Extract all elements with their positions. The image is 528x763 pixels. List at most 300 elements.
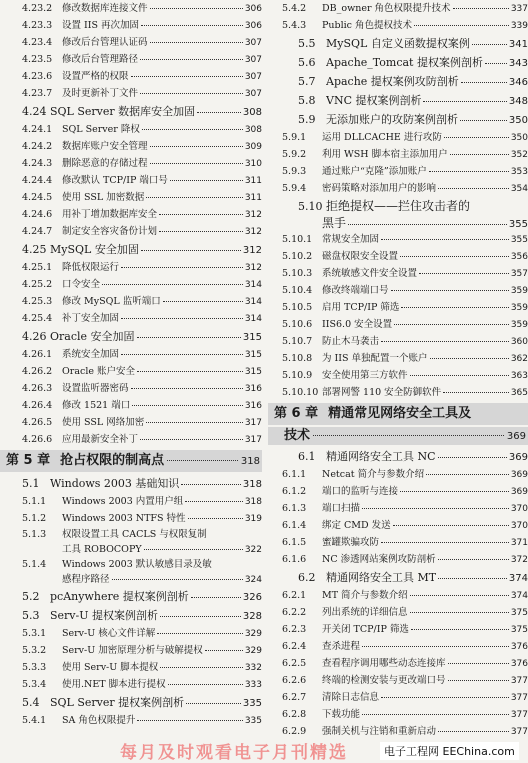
toc-leader-dots xyxy=(460,120,507,121)
toc-entry-title: 下载功能 xyxy=(322,709,361,720)
toc-entry-number: 5.2 xyxy=(22,590,40,603)
toc-entry-title: 磁盘权限安全设置 xyxy=(322,251,399,262)
toc-entry-page: 376 xyxy=(510,642,528,652)
toc-entry-title: 开关闭 TCP/IP 筛选 xyxy=(322,624,409,635)
toc-entry-number: 5.10.9 xyxy=(282,370,313,381)
toc-entry-page: 319 xyxy=(244,514,262,524)
toc-entry-number: 4.25.1 xyxy=(22,262,53,273)
toc-leader-dots xyxy=(443,392,509,393)
toc-leader-dots xyxy=(400,491,509,492)
toc-entry-number: 5.4.3 xyxy=(282,20,307,31)
toc-entry-page: 374 xyxy=(510,591,528,601)
toc-entry xyxy=(268,0,528,17)
toc-entry-number: 第 5 章 xyxy=(6,453,51,468)
toc-leader-dots xyxy=(410,612,509,613)
toc-entry xyxy=(268,483,528,500)
toc-entry-number: 4.23.6 xyxy=(22,71,53,82)
toc-entry xyxy=(268,367,528,384)
toc-entry-title: Windows 2003 NTFS 特性 xyxy=(62,513,186,524)
toc-entry-number: 5.10.2 xyxy=(282,251,313,262)
toc-entry-number: 4.26.5 xyxy=(22,417,53,428)
toc-entry-title: 通过账户“克隆”添加账户 xyxy=(322,166,427,177)
toc-entry-page: 322 xyxy=(244,545,262,555)
toc-entry-page: 307 xyxy=(244,55,262,65)
toc-entry xyxy=(268,517,528,534)
toc-entry xyxy=(0,625,262,642)
toc-entry-number: 5.4.2 xyxy=(282,3,307,14)
toc-entry-number: 5.10.8 xyxy=(282,353,313,364)
toc-entry xyxy=(268,672,528,689)
toc-entry-number: 4.24.1 xyxy=(22,124,53,135)
toc-entry-title: 使用 SSL 加密数据 xyxy=(62,192,145,203)
toc-entry-title: 修改数据库连接文件 xyxy=(62,3,148,14)
toc-entry xyxy=(268,551,528,568)
toc-leader-dots xyxy=(429,171,509,172)
toc-entry-title: 数据库账户安全管理 xyxy=(62,141,148,152)
toc-entry-title: MySQL 自定义函数提权案例 xyxy=(326,37,470,50)
toc-leader-dots xyxy=(394,324,509,325)
toc-leader-dots xyxy=(121,318,243,319)
toc-entry-title: 强制关机与注销和重新启动 xyxy=(322,726,437,737)
toc-entry-page: 312 xyxy=(244,210,262,220)
toc-entry-page: 343 xyxy=(508,58,528,69)
toc-entry-number: 4.26.4 xyxy=(22,400,53,411)
toc-leader-dots xyxy=(131,388,243,389)
toc-entry-title: 工具 ROBOCOPY xyxy=(62,544,142,555)
toc-leader-dots xyxy=(167,460,238,461)
toc-entry-title: 降低权限运行 xyxy=(62,262,120,273)
toc-entry-title: 防止木马袭击 xyxy=(322,336,380,347)
toc-entry-page: 318 xyxy=(242,479,262,490)
toc-entry xyxy=(0,85,262,102)
toc-entry-number: 4.24.7 xyxy=(22,226,53,237)
toc-entry xyxy=(268,333,528,350)
toc-entry xyxy=(268,180,528,197)
toc-entry-page: 316 xyxy=(244,401,262,411)
toc-entry-title: 口令安全 xyxy=(62,279,101,290)
toc-entry-page: 307 xyxy=(244,72,262,82)
toc-entry xyxy=(0,259,262,276)
toc-leader-dots xyxy=(444,137,509,138)
toc-entry-page: 356 xyxy=(510,252,528,262)
toc-entry-page: 355 xyxy=(508,219,528,230)
toc-entry xyxy=(268,706,528,723)
toc-entry-number: 4.23.4 xyxy=(22,37,53,48)
toc-entry xyxy=(268,384,528,401)
toc-entry-number: 5.3.3 xyxy=(22,662,47,673)
toc-entry xyxy=(0,189,262,206)
toc-entry-page: 370 xyxy=(510,521,528,531)
toc-leader-dots xyxy=(414,25,509,26)
toc-entry-title: Oracle 安全加固 xyxy=(50,330,135,343)
toc-entry-page: 374 xyxy=(508,573,528,584)
toc-leader-dots xyxy=(150,42,243,43)
toc-entry-title: 修改后台管理认证码 xyxy=(62,37,148,48)
toc-entry xyxy=(0,363,262,380)
toc-entry-number: 5.6 xyxy=(298,56,316,69)
toc-entry-title: 运用 DLLCACHE 进行攻防 xyxy=(322,132,442,143)
toc-entry-number: 4.24.3 xyxy=(22,158,53,169)
toc-leader-dots xyxy=(112,579,243,580)
toc-entry-page: 348 xyxy=(508,96,528,107)
toc-leader-dots xyxy=(381,542,509,543)
toc-entry-title: 补丁安全加固 xyxy=(62,313,120,324)
toc-entry xyxy=(0,557,262,572)
toc-entry xyxy=(268,604,528,621)
toc-entry xyxy=(0,642,262,659)
toc-entry-page: 312 xyxy=(244,263,262,273)
toc-entry-title: 设置 IIS 再次加固 xyxy=(62,20,140,31)
toc-entry xyxy=(0,542,262,557)
toc-entry-page: 314 xyxy=(244,280,262,290)
toc-entry xyxy=(0,693,262,712)
toc-entry-number: 5.10.4 xyxy=(282,285,313,296)
toc-entry-number: 4.23.3 xyxy=(22,20,53,31)
toc-entry-number: 第 6 章 xyxy=(274,406,319,421)
toc-entry-title: SA 角色权限提升 xyxy=(62,715,136,726)
toc-entry-page: 369 xyxy=(510,470,528,480)
toc-entry xyxy=(268,197,528,216)
toc-entry-number: 4.26 xyxy=(22,330,47,343)
watermark-text: 每月及时观看电子月刊精选 xyxy=(120,743,348,763)
toc-entry xyxy=(0,431,262,448)
toc-entry-title: Serv-U 提权案例剖析 xyxy=(50,609,159,622)
toc-entry-number: 5.1.4 xyxy=(22,559,47,570)
toc-leader-dots xyxy=(197,112,241,113)
toc-entry-page: 306 xyxy=(244,4,262,14)
toc-leader-dots xyxy=(205,650,243,651)
toc-leader-dots xyxy=(160,667,243,668)
toc-entry xyxy=(0,240,262,259)
toc-entry-number: 4.25.4 xyxy=(22,313,53,324)
toc-entry-number: 5.10.7 xyxy=(282,336,313,347)
toc-leader-dots xyxy=(140,59,243,60)
toc-entry xyxy=(268,248,528,265)
toc-entry-title: 精通网络安全工具 MT xyxy=(326,571,437,584)
toc-entry-page: 312 xyxy=(244,227,262,237)
toc-entry-page: 350 xyxy=(508,115,528,126)
toc-entry-title: 修改 1521 端口 xyxy=(62,400,131,411)
toc-entry-number: 5.4.1 xyxy=(22,715,47,726)
toc-entry xyxy=(0,34,262,51)
toc-entry-number: 5.9 xyxy=(298,113,316,126)
toc-leader-dots xyxy=(411,629,509,630)
toc-entry-title: 终端的检测安装与更改端口号 xyxy=(322,675,446,686)
toc-entry-page: 326 xyxy=(242,592,262,603)
toc-entry-title: 精通常见网络安全工具及 xyxy=(328,406,472,421)
toc-entry xyxy=(268,447,528,466)
toc-entry-number: 5.10.10 xyxy=(282,387,319,398)
toc-leader-dots xyxy=(150,146,243,147)
toc-entry-title: 利用 WSH 脚本宿主添加用户 xyxy=(322,149,448,160)
toc-entry-number: 4.26.2 xyxy=(22,366,53,377)
toc-leader-dots xyxy=(438,457,507,458)
toc-entry-page: 314 xyxy=(244,297,262,307)
toc-entry-number: 4.23.5 xyxy=(22,54,53,65)
toc-entry-page: 352 xyxy=(510,150,528,160)
toc-entry xyxy=(0,223,262,240)
toc-entry-page: 355 xyxy=(510,235,528,245)
toc-entry-title: 清除日志信息 xyxy=(322,692,380,703)
toc-entry-number: 4.26.1 xyxy=(22,349,53,360)
toc-entry-title: Oracle 账户安全 xyxy=(62,366,135,377)
toc-entry xyxy=(268,500,528,517)
toc-entry-page: 310 xyxy=(244,159,262,169)
toc-leader-dots xyxy=(438,578,507,579)
toc-entry-page: 314 xyxy=(244,314,262,324)
toc-entry-title: SQL Server 提权案例剖析 xyxy=(50,696,185,709)
toc-entry xyxy=(0,659,262,676)
toc-entry-number: 5.10.3 xyxy=(282,268,313,279)
toc-column-right xyxy=(268,0,528,740)
toc-column-left xyxy=(0,0,262,729)
toc-entry-title: 部署网警 110 安全防御软件 xyxy=(322,387,442,398)
toc-entry-number: 5.8 xyxy=(298,94,316,107)
toc-entry-title: 无添加账户的攻防案例剖析 xyxy=(326,113,458,126)
toc-entry xyxy=(0,587,262,606)
toc-entry-page: 316 xyxy=(244,384,262,394)
toc-entry-number: 4.24.5 xyxy=(22,192,53,203)
toc-leader-dots xyxy=(142,129,243,130)
toc-leader-dots xyxy=(102,284,243,285)
toc-leader-dots xyxy=(362,646,509,647)
toc-entry-title: 列出系统的详细信息 xyxy=(322,607,408,618)
toc-entry-page: 309 xyxy=(244,142,262,152)
toc-leader-dots xyxy=(157,633,243,634)
toc-entry-number: 5.1.1 xyxy=(22,496,47,507)
toc-entry-number: 6.1.4 xyxy=(282,520,307,531)
toc-entry xyxy=(268,316,528,333)
toc-entry-number: 6.2.4 xyxy=(282,641,307,652)
toc-entry-page: 350 xyxy=(510,133,528,143)
toc-entry xyxy=(268,689,528,706)
toc-entry xyxy=(268,129,528,146)
toc-entry xyxy=(268,72,528,91)
toc-chapter-heading xyxy=(0,450,262,472)
toc-entry-title: MySQL 安全加固 xyxy=(50,243,139,256)
toc-entry-page: 315 xyxy=(244,350,262,360)
toc-leader-dots xyxy=(362,508,509,509)
toc-entry-title: 安全使用第三方软件 xyxy=(322,370,408,381)
toc-entry-page: 337 xyxy=(510,4,528,14)
toc-leader-dots xyxy=(453,8,509,9)
toc-leader-dots xyxy=(381,341,509,342)
toc-entry-page: 371 xyxy=(510,538,528,548)
toc-entry-number: 6.2.6 xyxy=(282,675,307,686)
toc-entry-number: 6.2.2 xyxy=(282,607,307,618)
toc-entry xyxy=(268,17,528,34)
toc-entry-number: 5.1 xyxy=(22,477,40,490)
toc-entry-title: 删除恶意的存储过程 xyxy=(62,158,148,169)
toc-entry-page: 315 xyxy=(244,367,262,377)
toc-entry xyxy=(0,155,262,172)
toc-entry-number: 5.10.6 xyxy=(282,319,313,330)
toc-entry-page: 318 xyxy=(240,456,260,467)
toc-entry-title: 用补丁增加数据库安全 xyxy=(62,209,158,220)
toc-entry-page: 359 xyxy=(510,286,528,296)
toc-leader-dots xyxy=(313,435,504,436)
toc-entry-number: 4.25.3 xyxy=(22,296,53,307)
toc-entry-title: 查看程序调用哪些动态连接库 xyxy=(322,658,446,669)
toc-entry-number: 5.3.4 xyxy=(22,679,47,690)
toc-entry-number: 5.4 xyxy=(22,696,40,709)
toc-entry-number: 6.2.7 xyxy=(282,692,307,703)
toc-leader-dots xyxy=(137,371,243,372)
toc-entry-page: 307 xyxy=(244,38,262,48)
toc-leader-dots xyxy=(472,44,507,45)
toc-entry xyxy=(0,527,262,542)
toc-entry-number: 6.1.2 xyxy=(282,486,307,497)
toc-leader-dots xyxy=(131,76,243,77)
toc-entry xyxy=(268,34,528,53)
toc-entry xyxy=(268,53,528,72)
toc-entry-page: 324 xyxy=(244,575,262,585)
toc-entry-number: 6.1.3 xyxy=(282,503,307,514)
toc-entry xyxy=(0,572,262,587)
toc-entry xyxy=(0,676,262,693)
toc-leader-dots xyxy=(185,501,243,502)
toc-entry xyxy=(0,206,262,223)
toc-entry-page: 375 xyxy=(510,625,528,635)
toc-entry-page: 346 xyxy=(508,77,528,88)
toc-entry-page: 377 xyxy=(510,676,528,686)
toc-entry-page: 329 xyxy=(244,646,262,656)
toc-entry-number: 5.9.3 xyxy=(282,166,307,177)
toc-entry-title: SQL Server 降权 xyxy=(62,124,140,135)
toc-leader-dots xyxy=(401,307,508,308)
toc-leader-dots xyxy=(461,82,507,83)
toc-leader-dots xyxy=(146,197,243,198)
toc-entry-title: 绑定 CMD 发送 xyxy=(322,520,391,531)
toc-entry-title: VNC 提权案例剖析 xyxy=(326,94,422,107)
toc-entry xyxy=(0,474,262,493)
toc-leader-dots xyxy=(140,93,243,94)
toc-entry-title: Public 角色提权技术 xyxy=(322,20,413,31)
toc-entry-title: 蜜罐欺骗攻防 xyxy=(322,537,380,548)
toc-entry xyxy=(268,163,528,180)
toc-leader-dots xyxy=(132,405,243,406)
toc-entry-title: 应用最新安全补丁 xyxy=(62,434,139,445)
toc-entry xyxy=(268,265,528,282)
toc-entry-title: 使用 Serv-U 脚本提权 xyxy=(62,662,159,673)
toc-entry xyxy=(0,414,262,431)
toc-entry xyxy=(0,310,262,327)
toc-entry-title: IIS6.0 安全设置 xyxy=(322,319,393,330)
toc-leader-dots xyxy=(121,267,243,268)
toc-entry-page: 308 xyxy=(244,125,262,135)
toc-entry-page: 318 xyxy=(244,497,262,507)
toc-entry-title: 制定安全容灾备份计划 xyxy=(62,226,158,237)
toc-entry-title: 修改 MySQL 监听端口 xyxy=(62,296,161,307)
toc-leader-dots xyxy=(362,714,509,715)
toc-entry-number: 5.7 xyxy=(298,75,316,88)
toc-leader-dots xyxy=(430,358,509,359)
toc-entry-title: 技术 xyxy=(284,428,311,443)
toc-leader-dots xyxy=(159,231,243,232)
toc-entry-number: 4.24 xyxy=(22,105,47,118)
toc-entry-title: 及时更新补丁文件 xyxy=(62,88,139,99)
toc-entry-title: 修改默认 TCP/IP 端口号 xyxy=(62,175,168,186)
toc-chapter-heading xyxy=(268,427,528,445)
toc-leader-dots xyxy=(426,474,509,475)
toc-leader-dots xyxy=(348,224,507,225)
toc-entry xyxy=(268,350,528,367)
toc-entry-page: 365 xyxy=(510,388,528,398)
toc-entry-title: 端口的监听与连接 xyxy=(322,486,399,497)
toc-leader-dots xyxy=(181,484,240,485)
toc-leader-dots xyxy=(121,354,243,355)
toc-entry-page: 311 xyxy=(244,176,262,186)
toc-entry xyxy=(268,282,528,299)
toc-leader-dots xyxy=(141,25,243,26)
toc-entry-page: 376 xyxy=(510,659,528,669)
toc-leader-dots xyxy=(438,731,509,732)
toc-entry xyxy=(268,587,528,604)
toc-entry xyxy=(0,293,262,310)
toc-entry-number: 4.23.7 xyxy=(22,88,53,99)
toc-leader-dots xyxy=(450,154,509,155)
toc-leader-dots xyxy=(144,549,243,550)
toc-entry-title: Apache 提权案例攻防剖析 xyxy=(326,75,459,88)
toc-entry xyxy=(268,216,528,231)
toc-entry-number: 5.3.1 xyxy=(22,628,47,639)
toc-leader-dots xyxy=(159,214,243,215)
toc-entry-number: 6.2.8 xyxy=(282,709,307,720)
toc-leader-dots xyxy=(168,684,243,685)
toc-entry xyxy=(0,17,262,34)
toc-leader-dots xyxy=(186,703,241,704)
toc-entry-number: 6.1.5 xyxy=(282,537,307,548)
toc-entry-page: 307 xyxy=(244,89,262,99)
toc-leader-dots xyxy=(381,239,509,240)
toc-entry-title: 感程序路径 xyxy=(62,574,110,585)
toc-entry-page: 375 xyxy=(510,608,528,618)
toc-entry-title: Serv-U 加密原理分析与破解提权 xyxy=(62,645,203,656)
toc-entry-title: 端口扫描 xyxy=(322,503,361,514)
toc-leader-dots xyxy=(419,273,509,274)
toc-leader-dots xyxy=(393,525,509,526)
toc-entry-number: 6.2.1 xyxy=(282,590,307,601)
toc-entry xyxy=(0,68,262,85)
toc-entry-page: 308 xyxy=(242,107,262,118)
toc-entry-number: 5.9.2 xyxy=(282,149,307,160)
toc-entry xyxy=(268,110,528,129)
toc-entry-title: Netcat 简介与参数介绍 xyxy=(322,469,425,480)
toc-entry-title: 拒绝提权——拦住攻击者的 xyxy=(326,199,471,213)
toc-entry-title: Serv-U 核心文件详解 xyxy=(62,628,156,639)
toc-entry-number: 6.2 xyxy=(298,571,316,584)
toc-entry-title: 修改后台管理路径 xyxy=(62,54,139,65)
toc-entry-page: 339 xyxy=(510,21,528,31)
toc-entry-number: 6.2.5 xyxy=(282,658,307,669)
toc-entry-page: 359 xyxy=(510,320,528,330)
toc-leader-dots xyxy=(137,720,242,721)
toc-leader-dots xyxy=(400,256,509,257)
toc-entry-page: 335 xyxy=(244,716,262,726)
toc-entry-title: Apache_Tomcat 提权案例剖析 xyxy=(326,56,483,69)
toc-leader-dots xyxy=(150,163,243,164)
toc-entry-page: 369 xyxy=(510,487,528,497)
toc-leader-dots xyxy=(141,250,241,251)
toc-entry-number: 5.10 xyxy=(298,200,323,213)
toc-entry-number: 6.2.3 xyxy=(282,624,307,635)
toc-entry-title: 设置监听器密码 xyxy=(62,383,129,394)
toc-entry-title: SQL Server 数据库安全加固 xyxy=(50,105,196,118)
toc-entry xyxy=(268,655,528,672)
toc-entry-title: 查杀进程 xyxy=(322,641,361,652)
toc-leader-dots xyxy=(438,188,509,189)
toc-leader-dots xyxy=(160,616,241,617)
